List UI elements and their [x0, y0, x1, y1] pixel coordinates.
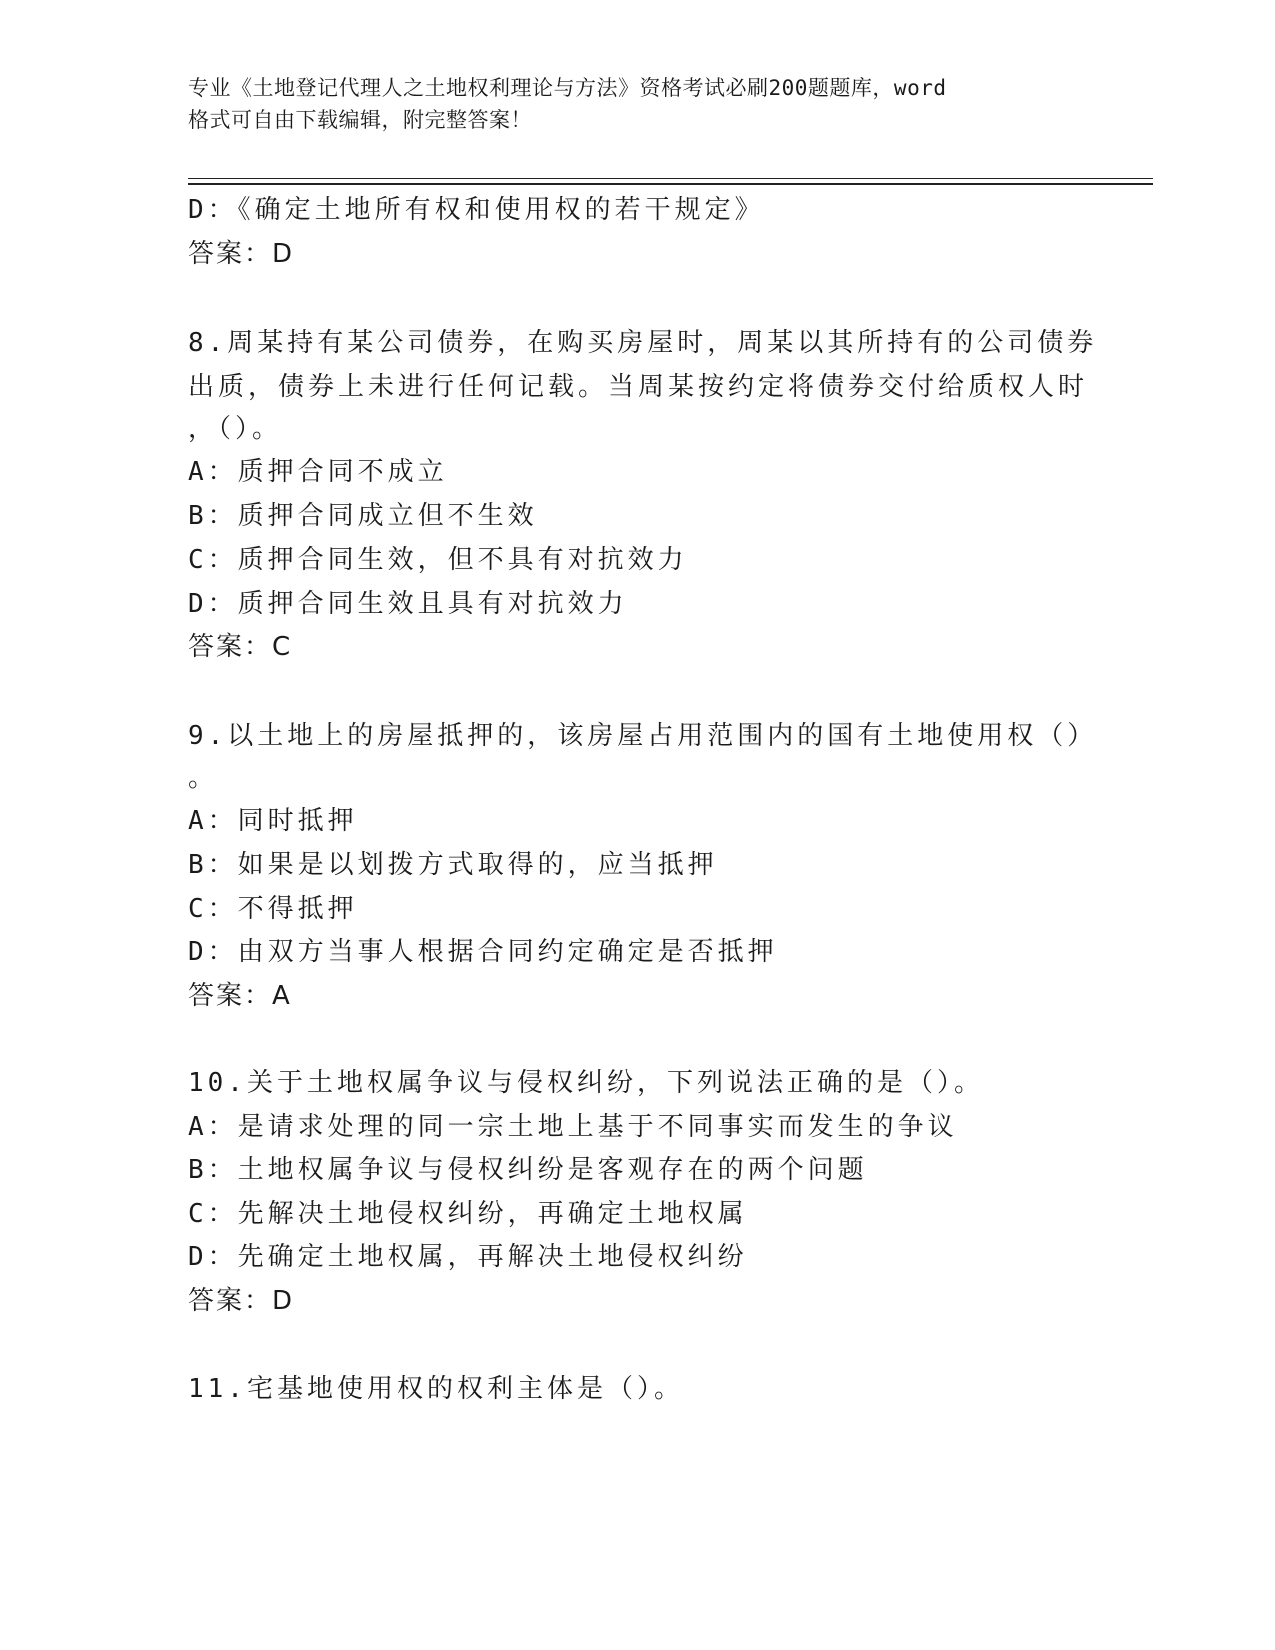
- q7-answer: [188, 237, 1068, 271]
- q10-option-c: C：先解决土地侵权纠纷，再确定土地权属: [188, 1199, 748, 1229]
- answer-value: D: [272, 1286, 295, 1316]
- q8-option-d: D：质押合同生效且具有对抗效力: [188, 589, 628, 619]
- q7-option-d: D：《确定土地所有权和使用权的若干规定》: [188, 195, 765, 225]
- q11-stem-line-1: 11.宅基地使用权的权利主体是（）。: [188, 1374, 684, 1404]
- q10-option-a: A：是请求处理的同一宗土地上基于不同事实而发生的争议: [188, 1112, 958, 1142]
- q10-stem-line-1: 10.关于土地权属争议与侵权纠纷，下列说法正确的是（）。: [188, 1068, 984, 1098]
- q8-option-a: A：质押合同不成立: [188, 457, 448, 487]
- header-divider-thick: [188, 183, 1153, 185]
- q10-option-d: D：先确定土地权属，再解决土地侵权纠纷: [188, 1242, 748, 1272]
- q9-stem-line-1: 9.以土地上的房屋抵押的，该房屋占用范围内的国有土地使用权（）: [188, 721, 1098, 751]
- q10-answer: [188, 1284, 1068, 1318]
- q9-option-a: A：同时抵押: [188, 806, 358, 836]
- q9-option-c: C：不得抵押: [188, 894, 358, 924]
- answer-label: 答案：: [188, 632, 273, 662]
- answer-value: A: [272, 981, 292, 1011]
- answer-label: 答案：: [188, 239, 273, 269]
- q9-stem-line-2: 。: [188, 763, 219, 793]
- q10-option-b: B：土地权属争议与侵权纠纷是客观存在的两个问题: [188, 1155, 868, 1185]
- q8-option-b: B：质押合同成立但不生效: [188, 501, 538, 531]
- q8-stem-line-2: 出质，债券上未进行任何记载。当周某按约定将债券交付给质权人时: [188, 372, 1089, 402]
- q8-stem-line-1: 8.周某持有某公司债券，在购买房屋时，周某以其所持有的公司债券: [188, 328, 1098, 358]
- q9-option-d: D：由双方当事人根据合同约定确定是否抵押: [188, 937, 778, 967]
- q9-option-b: B：如果是以划拨方式取得的，应当抵押: [188, 850, 718, 880]
- header-divider-thin: [188, 178, 1153, 179]
- answer-value: D: [272, 239, 295, 269]
- header-title-line-2: 格式可自由下载编辑，附完整答案！: [188, 108, 532, 132]
- document-header: [188, 72, 1078, 136]
- q8-stem-line-3: ，（）。: [188, 414, 283, 444]
- q8-answer: [188, 630, 1068, 664]
- answer-label: 答案：: [188, 1286, 273, 1316]
- answer-value: C: [272, 632, 293, 662]
- header-title-line-1: 专业《土地登记代理人之土地权利理论与方法》资格考试必刷200题题库，word: [188, 76, 947, 100]
- answer-label: 答案：: [188, 981, 273, 1011]
- q8-option-c: C：质押合同生效，但不具有对抗效力: [188, 545, 688, 575]
- q9-answer: [188, 979, 1068, 1013]
